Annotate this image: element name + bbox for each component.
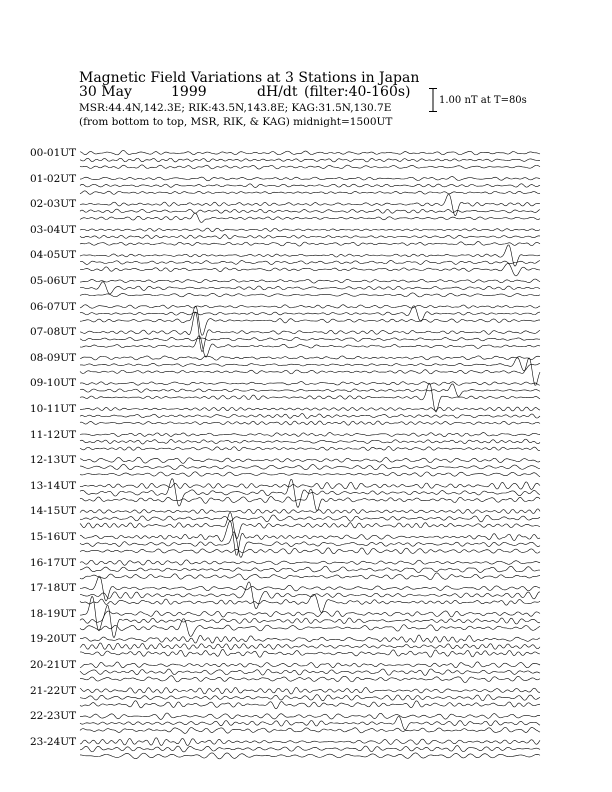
trace-kag	[80, 509, 540, 514]
trace-kag	[80, 596, 540, 630]
trace-msr	[80, 358, 540, 385]
hour-label: 20-21UT	[30, 659, 77, 671]
trace-rik	[80, 746, 540, 752]
trace-kag	[80, 176, 540, 180]
trace-rik	[80, 235, 540, 239]
station-order-note: (from bottom to top, MSR, RIK, & KAG) midnight=1500UT	[79, 116, 393, 128]
hour-label: 00-01UT	[30, 147, 77, 159]
trace-rik	[80, 306, 540, 322]
trace-msr	[80, 213, 540, 222]
hour-label: 04-05UT	[30, 249, 77, 262]
trace-msr	[80, 548, 540, 554]
trace-kag	[80, 228, 540, 231]
trace-kag	[80, 279, 540, 283]
trace-rik	[80, 282, 540, 294]
trace-msr	[80, 594, 540, 612]
trace-msr	[80, 649, 540, 657]
trace-msr	[80, 306, 540, 335]
scale-label: 1.00 nT at T=80s	[439, 95, 527, 106]
trace-msr	[80, 191, 540, 195]
trace-rik	[80, 716, 540, 729]
trace-rik	[80, 566, 540, 572]
hour-label: 01-02UT	[30, 172, 77, 185]
trace-kag	[80, 305, 540, 309]
hour-label: 18-19UT	[30, 607, 77, 620]
trace-rik	[80, 209, 540, 213]
trace-rik	[80, 184, 540, 188]
trace-msr	[80, 336, 540, 358]
trace-kag	[80, 482, 540, 489]
trace-rik	[80, 479, 540, 508]
trace-rik	[80, 515, 540, 522]
hour-label: 12-13UT	[30, 454, 77, 467]
trace-kag	[80, 407, 540, 411]
trace-msr	[80, 383, 540, 412]
trace-rik	[80, 384, 540, 397]
hour-label: 10-11UT	[30, 403, 77, 415]
trace-kag	[80, 150, 540, 154]
hour-label: 13-14UT	[30, 479, 77, 492]
hour-label: 03-04UT	[30, 223, 77, 236]
trace-kag	[80, 687, 540, 694]
trace-rik	[80, 532, 540, 558]
hour-label: 07-08UT	[30, 326, 77, 339]
trace-msr	[80, 241, 540, 246]
trace-rik	[80, 669, 540, 676]
trace-msr	[80, 701, 540, 709]
trace-kag	[80, 245, 540, 266]
trace-kag	[80, 432, 540, 436]
trace-kag	[80, 738, 540, 746]
filter-label: (filter:40-160s)	[304, 84, 411, 100]
trace-msr	[80, 753, 540, 759]
trace-msr	[80, 619, 540, 637]
trace-rik	[80, 358, 540, 371]
trace-msr	[80, 263, 540, 275]
hour-label: 09-10UT	[30, 377, 77, 390]
trace-rik	[80, 413, 540, 418]
trace-rik	[80, 643, 540, 650]
hour-label: 05-06UT	[30, 275, 77, 287]
trace-msr	[80, 165, 540, 169]
hour-label: 14-15UT	[30, 505, 77, 518]
trace-rik	[80, 582, 540, 609]
trace-rik	[80, 464, 540, 469]
hour-label: 15-16UT	[30, 531, 77, 543]
trace-msr	[80, 421, 540, 425]
trace-msr	[80, 573, 540, 580]
trace-msr	[80, 489, 540, 511]
trace-kag	[80, 576, 540, 601]
trace-msr	[80, 447, 540, 451]
trace-kag	[80, 662, 540, 668]
trace-kag	[80, 560, 540, 565]
trace-kag	[80, 635, 540, 643]
hour-label: 06-07UT	[30, 300, 77, 313]
trace-msr	[80, 472, 540, 477]
trace-rik	[80, 337, 540, 341]
trace-rik	[80, 260, 540, 264]
hour-label: 08-09UT	[30, 351, 77, 364]
quantity-label: dH/dt	[257, 84, 298, 100]
hour-label: 21-22UT	[30, 684, 77, 697]
trace-kag	[80, 457, 540, 463]
trace-msr	[80, 512, 540, 538]
trace-kag	[80, 713, 540, 719]
hour-label: 11-12UT	[30, 428, 77, 441]
hour-label: 23-24UT	[30, 735, 77, 748]
date-day: 30 May	[79, 84, 132, 100]
hour-label: 22-23UT	[30, 710, 77, 723]
trace-rik	[80, 439, 540, 444]
hour-label: 19-20UT	[30, 633, 77, 646]
trace-msr	[80, 293, 540, 297]
chart-title: Magnetic Field Variations at 3 Stations in Japan	[79, 70, 420, 86]
trace-rik	[80, 695, 540, 701]
trace-kag	[80, 356, 540, 360]
hour-label: 02-03UT	[30, 198, 77, 211]
trace-rik	[80, 158, 540, 162]
trace-msr	[80, 727, 540, 733]
station-coordinates: MSR:44.4N,142.3E; RIK:43.5N,143.8E; KAG:31.5N,130.7E	[79, 102, 392, 114]
hour-label: 17-18UT	[30, 582, 77, 595]
date-year: 1999	[171, 84, 207, 100]
hour-label: 16-17UT	[30, 556, 77, 569]
trace-msr	[80, 676, 540, 683]
trace-kag	[80, 382, 540, 386]
trace-rik	[80, 606, 540, 638]
